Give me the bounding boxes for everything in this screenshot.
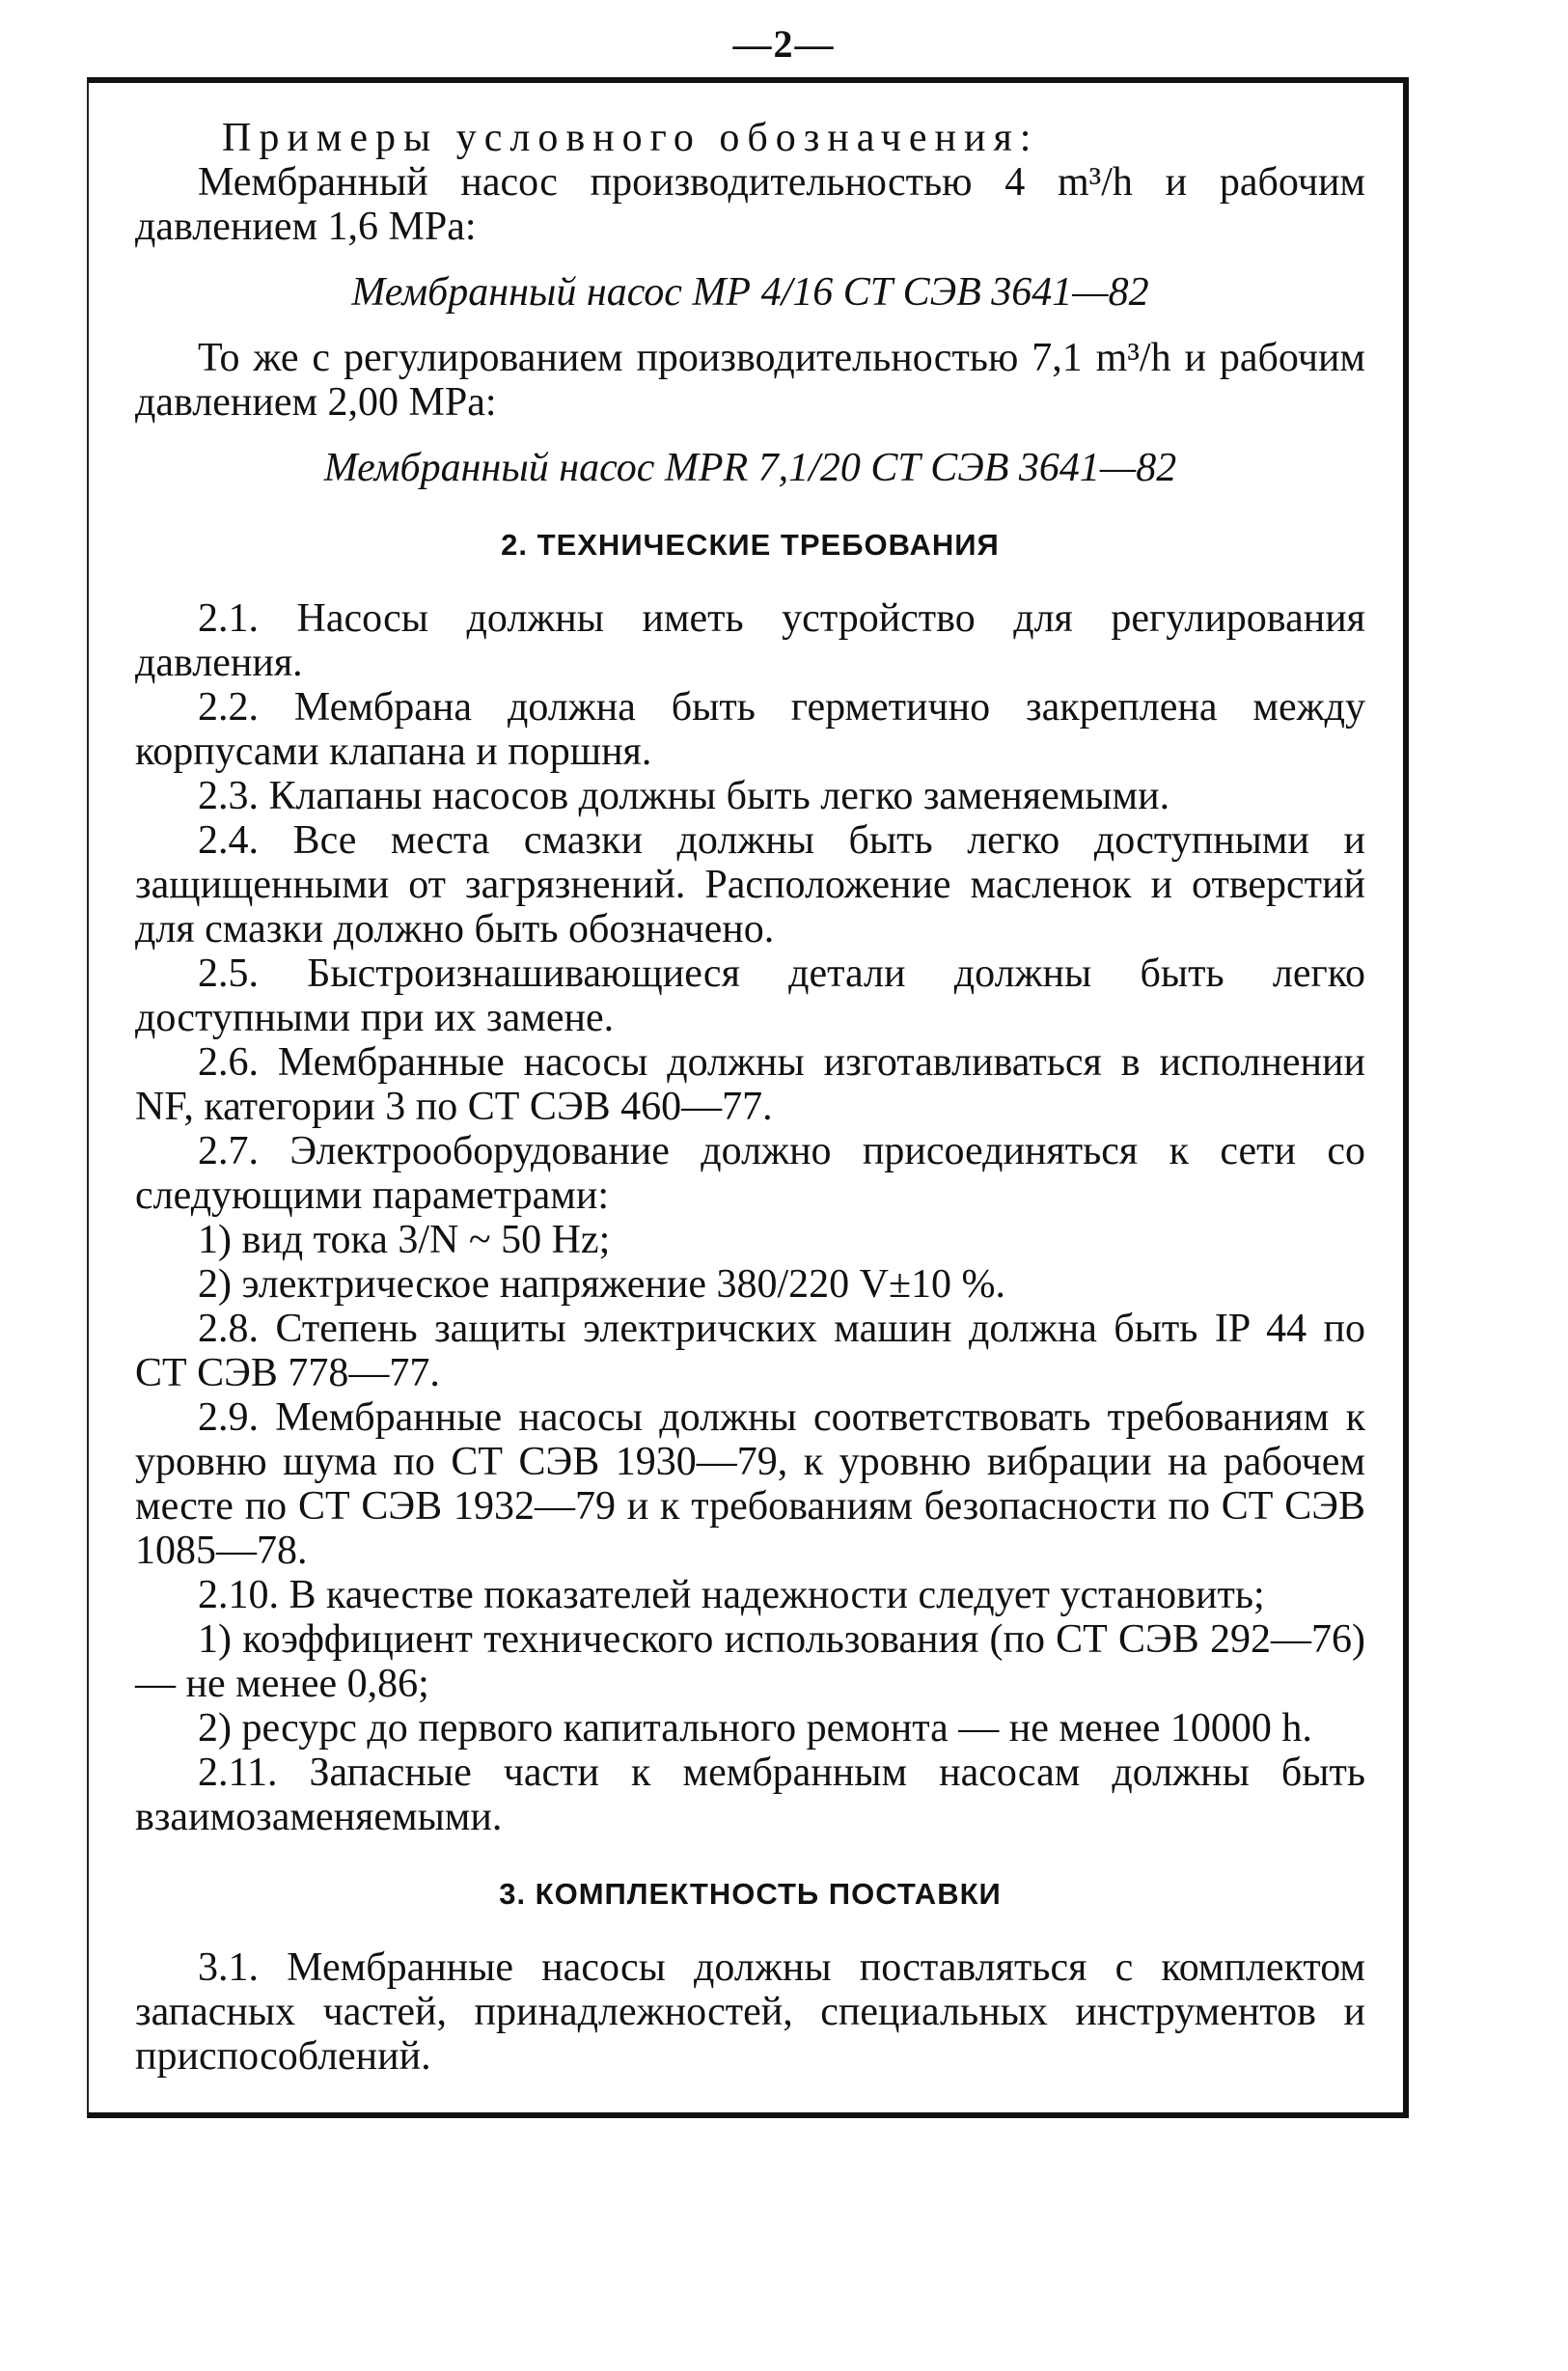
example-2-text: То же с регулированием производительностью 7,1 m³/h и рабочим давлением 2,00 MPa: [135,336,1365,425]
page-number: —2— [732,22,836,66]
clause-2-8: 2.8. Степень защиты электричских машин должна быть IP 44 по СТ СЭВ 778—77. [135,1307,1365,1395]
clause-2-10: 2.10. В качестве показателей надежности следует установить; [198,1573,1265,1617]
section-3-title: 3. КОМПЛЕКТНОСТЬ ПОСТАВКИ [499,1877,1002,1911]
clause-2-3: 2.3. Клапаны насосов должны быть легко заменяемыми. [198,774,1170,818]
document-body [135,116,1365,2079]
clause-3-1: 3.1. Мембранные насосы должны поставляться с комплектом запасных частей, принадлежностей, специальных инструментов и приспособлений. [135,1945,1365,2079]
clause-2-9: 2.9. Мембранные насосы должны соответствовать требованиям к уровню шума по СТ СЭВ 1930—79, к уровню вибрации на рабочем месте по СТ СЭВ 1932—79 и к требованиям безопасности по СТ СЭВ 1085—78. [135,1395,1365,1573]
clause-2-4: 2.4. Все места смазки должны быть легко доступными и защищенными от загрязнений. Расположение масленок и отверстий для смазки должно быть обозначено. [135,818,1365,951]
clause-2-6: 2.6. Мембранные насосы должны изготавливаться в исполнении NF, категории 3 по СТ СЭВ 460—77. [135,1040,1365,1129]
clause-2-7: 2.7. Электрооборудование должно присоединяться к сети со следующими параметрами: [135,1129,1365,1218]
clause-2-10-item-1: 1) коэффициент технического использования (по СТ СЭВ 292—76) — не менее 0,86; [135,1617,1365,1706]
examples-heading: Примеры условного обозначения: [222,116,1039,160]
example-2-designation: Мембранный насос MPR 7,1/20 СТ СЭВ 3641—82 [323,446,1177,490]
clause-2-11: 2.11. Запасные части к мембранным насосам должны быть взаимозаменяемыми. [135,1751,1365,1839]
clause-2-7-item-1: 1) вид тока 3/N ~ 50 Hz; [198,1218,611,1262]
section-2-title: 2. ТЕХНИЧЕСКИЕ ТРЕБОВАНИЯ [501,528,1000,562]
clause-2-1: 2.1. Насосы должны иметь устройство для регулирования давления. [135,596,1365,685]
clause-2-10-item-2: 2) ресурс до первого капитального ремонта — не менее 10000 h. [198,1706,1312,1751]
clause-2-2: 2.2. Мембрана должна быть герметично закреплена между корпусами клапана и поршня. [135,685,1365,774]
clause-2-7-item-2: 2) электрическое напряжение 380/220 V±10 %. [198,1262,1006,1307]
example-1-designation: Мембранный насос МР 4/16 СТ СЭВ 3641—82 [351,270,1149,315]
example-1-text: Мембранный насос производительностью 4 m³/h и рабочим давлением 1,6 MPa: [135,160,1365,249]
clause-2-5: 2.5. Быстроизнашивающиеся детали должны быть легко доступными при их замене. [135,951,1365,1040]
